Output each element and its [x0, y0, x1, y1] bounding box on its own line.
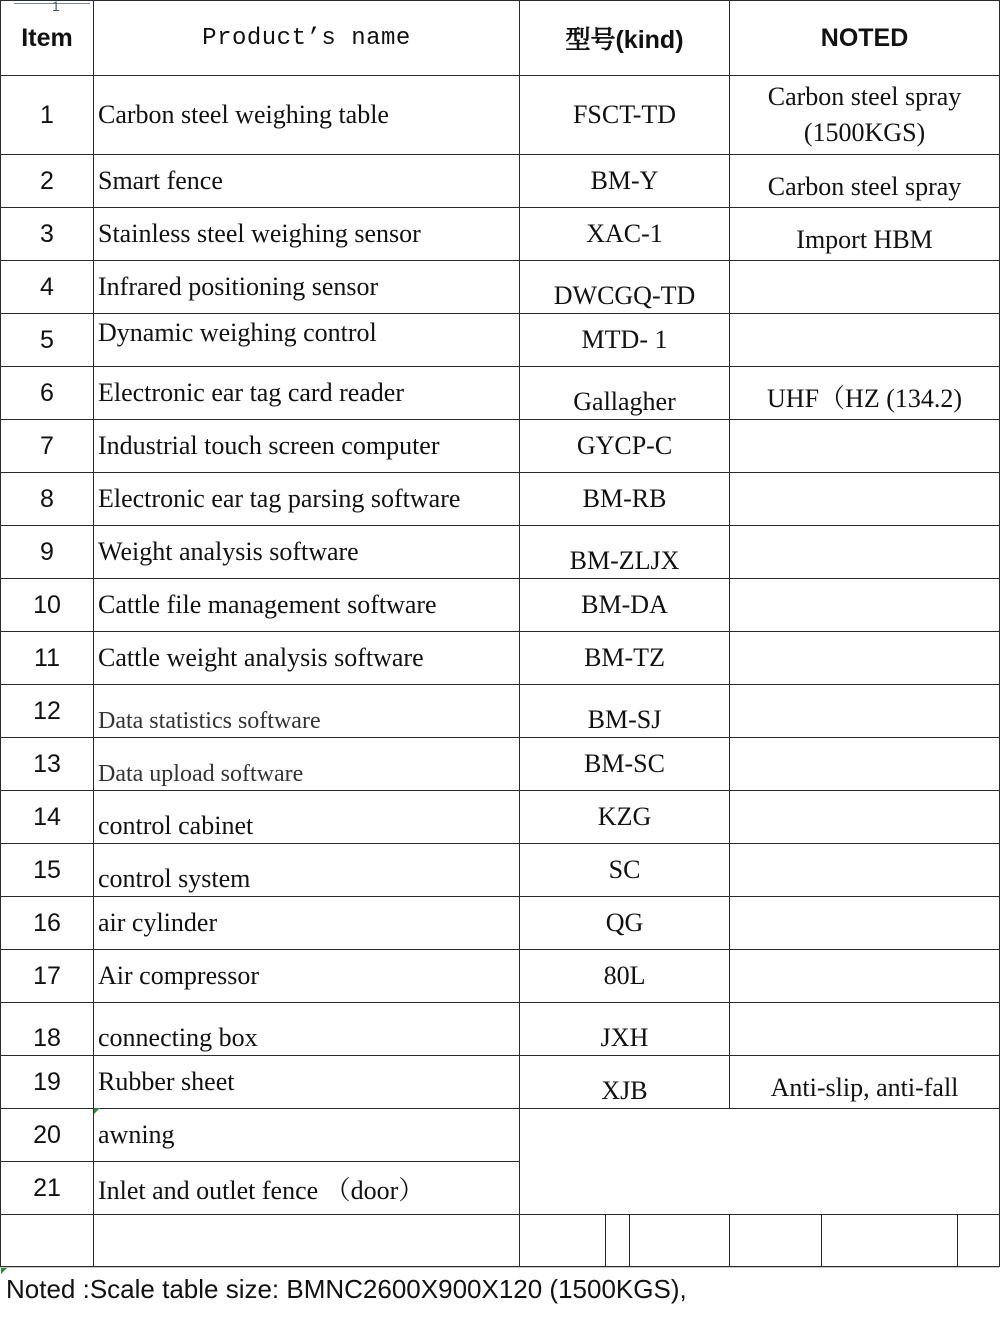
product-name: Industrial touch screen computer	[94, 420, 520, 473]
footer-note: Noted :Scale table size: BMNC2600X900X120 (1500KGS),	[6, 1274, 687, 1304]
product-kind: BM-ZLJX	[520, 526, 730, 579]
product-kind: BM-DA	[520, 579, 730, 632]
item-number: 13	[1, 738, 94, 791]
item-number: 12	[1, 685, 94, 738]
product-note: Import HBM	[730, 208, 1000, 261]
product-name: control system	[94, 844, 520, 897]
empty-cell	[520, 1215, 606, 1267]
empty-cell	[822, 1215, 958, 1267]
product-note: UHF（HZ (134.2)	[730, 367, 1000, 420]
item-number: 20	[1, 1109, 94, 1162]
item-number: 1	[1, 76, 94, 155]
product-kind: BM-Y	[520, 155, 730, 208]
item-number: 10	[1, 579, 94, 632]
table-row	[1, 950, 1000, 1003]
item-number: 19	[1, 1056, 94, 1109]
product-kind: FSCT-TD	[520, 76, 730, 155]
item-number: 2	[1, 155, 94, 208]
product-name: Dynamic weighing control	[94, 314, 520, 367]
product-kind: QG	[520, 897, 730, 950]
table-row	[1, 208, 1000, 261]
product-note	[730, 685, 1000, 738]
product-name: Infrared positioning sensor	[94, 261, 520, 314]
item-number: 16	[1, 897, 94, 950]
table-row	[1, 367, 1000, 420]
product-note	[730, 844, 1000, 897]
product-name: Inlet and outlet fence （door）	[94, 1162, 520, 1215]
item-number: 3	[1, 208, 94, 261]
product-name: Smart fence	[94, 155, 520, 208]
merged-empty-cell	[520, 1109, 1000, 1215]
item-number: 7	[1, 420, 94, 473]
header-product-name: Product’s name	[94, 1, 520, 76]
table-row	[1, 1056, 1000, 1109]
empty-cell	[730, 1215, 822, 1267]
table-row	[1, 314, 1000, 367]
empty-cell	[606, 1215, 630, 1267]
header-corner-mark: 1	[52, 0, 60, 14]
table-row	[1, 261, 1000, 314]
product-note	[730, 738, 1000, 791]
item-number: 8	[1, 473, 94, 526]
product-name: air cylinder	[94, 897, 520, 950]
footer-note-row	[0, 1267, 999, 1322]
product-kind: DWCGQ-TD	[520, 261, 730, 314]
table-row	[1, 155, 1000, 208]
table-row	[1, 526, 1000, 579]
product-name: control cabinet	[94, 791, 520, 844]
empty-grid-row	[1, 1215, 1000, 1267]
cell-comment-marker	[94, 1108, 100, 1114]
table-row	[1, 897, 1000, 950]
product-name: awning	[94, 1109, 520, 1162]
product-note: Carbon steel spray (1500KGS)	[730, 76, 1000, 155]
product-name: Stainless steel weighing sensor	[94, 208, 520, 261]
product-note	[730, 261, 1000, 314]
item-number: 11	[1, 632, 94, 685]
product-note	[730, 579, 1000, 632]
product-name: Cattle weight analysis software	[94, 632, 520, 685]
product-name: Data statistics software	[94, 685, 520, 738]
empty-cell	[94, 1215, 520, 1267]
product-kind: XAC-1	[520, 208, 730, 261]
item-number: 17	[1, 950, 94, 1003]
product-note	[730, 632, 1000, 685]
item-number: 4	[1, 261, 94, 314]
table-row	[1, 1109, 1000, 1162]
product-kind: BM-SC	[520, 738, 730, 791]
product-note: Carbon steel spray	[730, 155, 1000, 208]
product-note	[730, 314, 1000, 367]
table-row	[1, 685, 1000, 738]
header-item: Item	[1, 1, 94, 76]
table-row	[1, 1003, 1000, 1056]
product-note	[730, 526, 1000, 579]
product-name: Rubber sheet	[94, 1056, 520, 1109]
item-number: 5	[1, 314, 94, 367]
product-name: Weight analysis software	[94, 526, 520, 579]
product-note: Anti-slip, anti-fall	[730, 1056, 1000, 1109]
product-kind: BM-TZ	[520, 632, 730, 685]
product-kind: BM-SJ	[520, 685, 730, 738]
product-name: Cattle file management software	[94, 579, 520, 632]
empty-cell	[1, 1215, 94, 1267]
product-kind: BM-RB	[520, 473, 730, 526]
product-name: Air compressor	[94, 950, 520, 1003]
table-row	[1, 791, 1000, 844]
product-note	[730, 420, 1000, 473]
item-number: 21	[1, 1162, 94, 1215]
empty-cell	[958, 1215, 1000, 1267]
item-number: 15	[1, 844, 94, 897]
product-kind: JXH	[520, 1003, 730, 1056]
product-note	[730, 791, 1000, 844]
table-row	[1, 420, 1000, 473]
product-note	[730, 473, 1000, 526]
product-kind: GYCP-C	[520, 420, 730, 473]
product-kind: XJB	[520, 1056, 730, 1109]
product-kind: SC	[520, 844, 730, 897]
item-number: 14	[1, 791, 94, 844]
product-name: Carbon steel weighing table	[94, 76, 520, 155]
product-name: connecting box	[94, 1003, 520, 1056]
table-row	[1, 76, 1000, 155]
product-kind: 80L	[520, 950, 730, 1003]
header-row	[1, 1, 1000, 76]
header-noted: NOTED	[730, 1, 1000, 76]
product-note	[730, 1003, 1000, 1056]
header-kind: 型号(kind)	[520, 1, 730, 76]
table-row	[1, 473, 1000, 526]
table-row	[1, 738, 1000, 791]
product-note	[730, 950, 1000, 1003]
table-row	[1, 632, 1000, 685]
product-kind: KZG	[520, 791, 730, 844]
product-kind: Gallagher	[520, 367, 730, 420]
table-row	[1, 844, 1000, 897]
table-row	[1, 579, 1000, 632]
product-name: Electronic ear tag parsing software	[94, 473, 520, 526]
product-name: Data upload software	[94, 738, 520, 791]
item-number: 9	[1, 526, 94, 579]
product-name: Electronic ear tag card reader	[94, 367, 520, 420]
item-number: 18	[1, 1003, 94, 1056]
empty-cell	[630, 1215, 730, 1267]
product-kind: MTD- 1	[520, 314, 730, 367]
item-number: 6	[1, 367, 94, 420]
product-note	[730, 897, 1000, 950]
